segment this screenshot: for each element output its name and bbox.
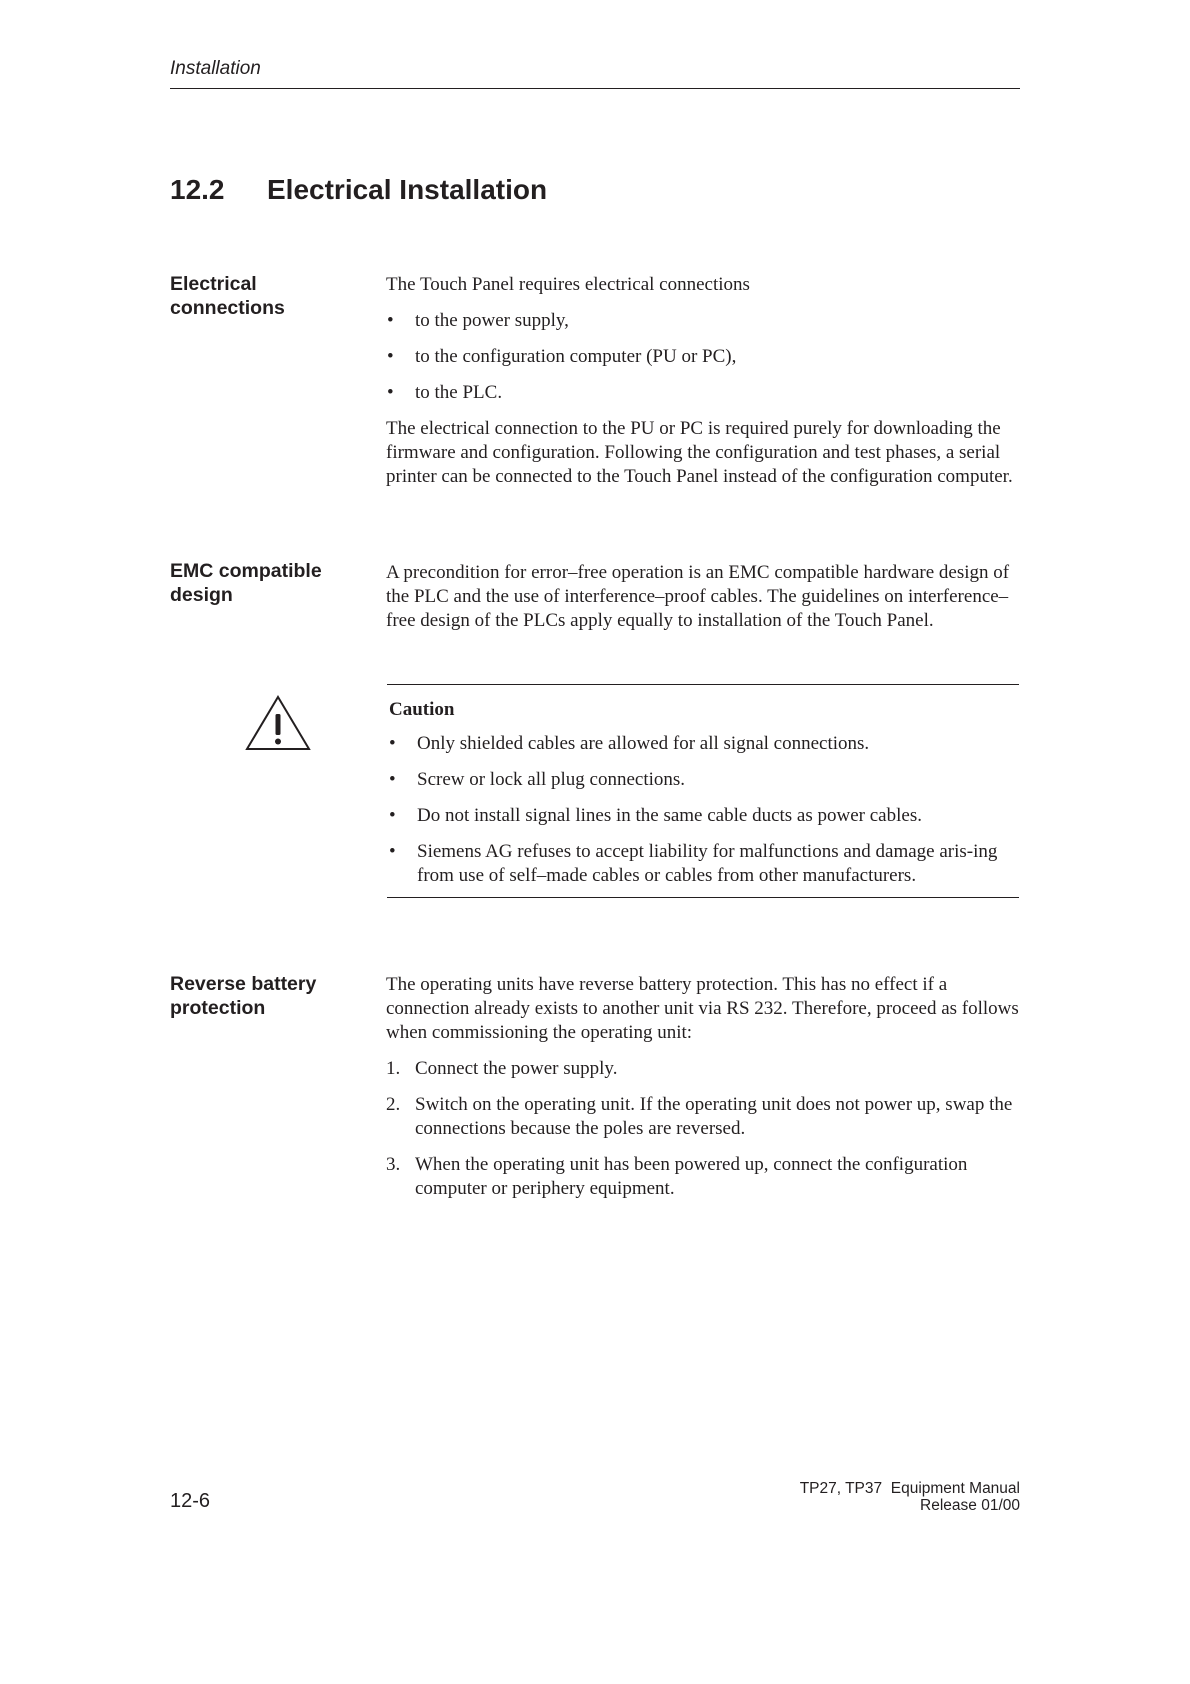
caution-title: Caution <box>389 699 455 720</box>
footer-manual-info <box>800 1480 1020 1514</box>
caution-body <box>388 732 1020 888</box>
list-item: • to the power supply, <box>386 309 1022 333</box>
step-text: Connect the power supply. <box>415 1058 618 1079</box>
caution-bullet-list <box>388 732 1020 888</box>
reverse-steps-list <box>386 1057 1022 1201</box>
caution-bottom-rule <box>387 897 1019 898</box>
electrical-connections-label: Electrical connections <box>170 273 285 319</box>
caution-top-rule <box>387 684 1019 685</box>
reverse-battery-body <box>386 973 1022 1201</box>
list-item: • Only shielded cables are allowed for all signal connections. <box>388 732 1020 756</box>
section-number: 12.2 <box>170 174 225 205</box>
section-title: Electrical Installation <box>267 174 548 205</box>
step-text: Switch on the operating unit. If the operating unit does not power up, swap the connections because the poles are reversed. <box>415 1094 1013 1139</box>
footer-release: Release 01/00 <box>920 1497 1020 1514</box>
step-number: 2. <box>386 1094 401 1115</box>
step-text: When the operating unit has been powered up, connect the configuration computer or periphery equipment. <box>415 1154 968 1199</box>
list-item <box>386 1153 1022 1201</box>
running-header: Installation <box>170 58 261 79</box>
list-item <box>386 1057 1022 1081</box>
reverse-paragraph: The operating units have reverse battery protection. This has no effect if a connection already exists to another unit via RS 232. Therefore, proceed as follows when commissioning the operating unit: <box>386 974 1019 1043</box>
electrical-intro: The Touch Panel requires electrical connections <box>386 274 750 295</box>
list-item: • to the configuration computer (PU or PC), <box>386 345 1022 369</box>
step-number: 3. <box>386 1154 401 1175</box>
list-item: • Siemens AG refuses to accept liability for malfunctions and damage aris-ing from use of self–made cables or cables from other manufacturers. <box>388 840 1020 888</box>
emc-label: EMC compatible design <box>170 560 322 606</box>
reverse-battery-label: Reverse battery protection <box>170 973 317 1019</box>
electrical-connections-body <box>386 273 1022 489</box>
list-item: • to the PLC. <box>386 381 1022 405</box>
footer-manual-title: TP27, TP37 Equipment Manual <box>799 1480 1020 1497</box>
warning-triangle-icon <box>244 694 312 752</box>
list-item: • Screw or lock all plug connections. <box>388 768 1020 792</box>
electrical-bullet-list <box>386 309 1022 405</box>
step-number: 1. <box>386 1058 401 1079</box>
page-number: 12-6 <box>170 1490 211 1512</box>
list-item: • Do not install signal lines in the same cable ducts as power cables. <box>388 804 1020 828</box>
emc-body: A precondition for error–free operation is an EMC compatible hardware design of the PLC and the use of interference–proof cables. The guidelines on interference–free design of the PLCs apply equally to installation of the Touch Panel. <box>386 562 1010 631</box>
electrical-paragraph: The electrical connection to the PU or PC is required purely for downloading the firmware and configuration. Following the configuration and test phases, a serial printer can be connected to the Touch Panel instead of the configuration computer. <box>386 418 1013 487</box>
header-rule <box>170 88 1020 89</box>
list-item <box>386 1093 1022 1141</box>
